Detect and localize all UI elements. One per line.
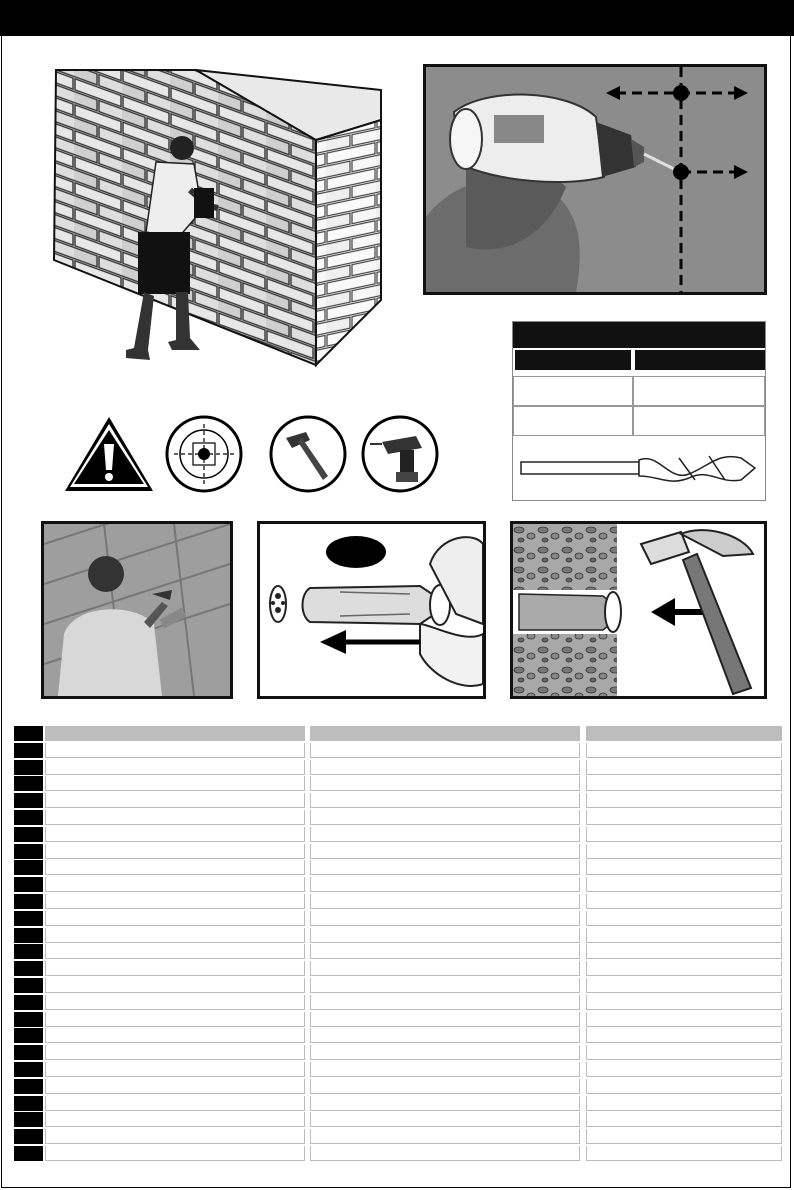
drill-icon [360, 414, 440, 494]
spec-header-1 [515, 350, 631, 370]
table-row [14, 1028, 782, 1043]
table-cell [586, 810, 782, 825]
table-cell [310, 978, 580, 993]
table-cell [586, 760, 782, 775]
table-cell [45, 961, 305, 976]
table-row [14, 810, 782, 825]
table-row [14, 961, 782, 976]
table-cell [586, 978, 782, 993]
spec-header-2 [635, 350, 765, 370]
table-cell [45, 911, 305, 926]
table-cell [45, 793, 305, 808]
wall-drilling-illustration [26, 60, 386, 378]
spec-cell [513, 406, 633, 436]
spec-cell [633, 376, 765, 406]
table-cell [45, 877, 305, 892]
table-cell [310, 911, 580, 926]
table-cell [586, 877, 782, 892]
table-row [14, 1062, 782, 1077]
table-cell [45, 1129, 305, 1144]
table-cell [586, 1129, 782, 1144]
table-cell [45, 978, 305, 993]
spec-table-title [513, 322, 765, 348]
anchor-insertion-panel [257, 521, 486, 699]
row-number-cell [14, 995, 43, 1010]
table-cell [45, 1028, 305, 1043]
table-cell [45, 928, 305, 943]
table-row [14, 827, 782, 842]
table-row [14, 1012, 782, 1027]
row-number-cell [14, 860, 43, 875]
row-number-cell [14, 911, 43, 926]
row-number-cell [14, 944, 43, 959]
row-number-cell [14, 1096, 43, 1111]
warning-icon [62, 414, 156, 494]
table-cell [310, 743, 580, 758]
table-cell [310, 928, 580, 943]
table-row [14, 1112, 782, 1127]
drill-bit-icon [519, 446, 759, 490]
column-header [586, 726, 782, 741]
row-number-cell [14, 743, 43, 758]
spec-cell [513, 376, 633, 406]
table-row [14, 793, 782, 808]
row-number-cell [14, 1045, 43, 1060]
table-cell [586, 776, 782, 791]
table-cell [45, 1146, 305, 1161]
row-number-cell [14, 1012, 43, 1027]
table-cell [45, 810, 305, 825]
table-row [14, 860, 782, 875]
table-cell [586, 995, 782, 1010]
table-row [14, 760, 782, 775]
table-row [14, 928, 782, 943]
table-cell [310, 877, 580, 892]
table-cell [586, 1112, 782, 1127]
row-number-cell [14, 827, 43, 842]
table-cell [310, 1079, 580, 1094]
table-cell [586, 1045, 782, 1060]
table-row [14, 743, 782, 758]
row-number-cell [14, 1079, 43, 1094]
table-row [14, 1129, 782, 1144]
table-cell [586, 1062, 782, 1077]
table-row [14, 1096, 782, 1111]
table-cell [310, 995, 580, 1010]
row-number-cell [14, 776, 43, 791]
table-cell [310, 1045, 580, 1060]
table-row [14, 877, 782, 892]
table-cell [45, 894, 305, 909]
table-cell [45, 1012, 305, 1027]
table-row [14, 1146, 782, 1161]
row-number-cell [14, 894, 43, 909]
table-row [14, 995, 782, 1010]
table-cell [45, 1096, 305, 1111]
table-row [14, 844, 782, 859]
table-cell [310, 760, 580, 775]
table-cell [310, 776, 580, 791]
table-cell [586, 961, 782, 976]
row-number-cell [14, 793, 43, 808]
table-cell [45, 1079, 305, 1094]
table-cell [45, 844, 305, 859]
table-row [14, 911, 782, 926]
row-number-cell [14, 1028, 43, 1043]
hammer-icon [268, 414, 348, 494]
row-number-cell [14, 978, 43, 993]
table-cell [310, 827, 580, 842]
table-cell [586, 1079, 782, 1094]
table-row [14, 894, 782, 909]
header-bar [0, 0, 794, 36]
row-number-cell [14, 961, 43, 976]
table-cell [310, 1062, 580, 1077]
table-row [14, 944, 782, 959]
row-number-cell [14, 877, 43, 892]
row-number-cell [14, 1062, 43, 1077]
table-cell [310, 1028, 580, 1043]
table-cell [310, 961, 580, 976]
table-header-row [14, 726, 782, 741]
table-cell [586, 928, 782, 943]
table-cell [586, 1146, 782, 1161]
hammer-anchor-panel [510, 521, 767, 699]
table-cell [586, 911, 782, 926]
table-cell [586, 1012, 782, 1027]
table-row [14, 1079, 782, 1094]
table-cell [45, 860, 305, 875]
table-cell [586, 827, 782, 842]
table-cell [45, 995, 305, 1010]
table-row [14, 776, 782, 791]
table-cell [45, 776, 305, 791]
table-cell [45, 1062, 305, 1077]
table-cell [310, 894, 580, 909]
row-number-cell [14, 760, 43, 775]
spec-cell [633, 406, 765, 436]
table-row [14, 1045, 782, 1060]
table-row [14, 978, 782, 993]
table-cell [310, 793, 580, 808]
column-header [310, 726, 580, 741]
table-cell [45, 743, 305, 758]
table-cell [586, 743, 782, 758]
table-cell [586, 894, 782, 909]
table-cell [310, 860, 580, 875]
drill-marking-panel [423, 64, 767, 295]
row-number-cell [14, 1129, 43, 1144]
table-cell [586, 1096, 782, 1111]
row-number-cell [14, 1112, 43, 1127]
table-cell [586, 944, 782, 959]
column-header [45, 726, 305, 741]
table-cell [45, 827, 305, 842]
hammering-photo-panel [41, 521, 233, 699]
row-number-cell [14, 844, 43, 859]
table-cell [586, 844, 782, 859]
table-cell [45, 1112, 305, 1127]
table-cell [310, 1129, 580, 1144]
row-number-cell [14, 928, 43, 943]
drill-bit-spec-table [512, 321, 766, 501]
row-number-cell [14, 726, 43, 741]
table-cell [310, 844, 580, 859]
table-cell [45, 944, 305, 959]
target-mark-icon [164, 414, 244, 494]
table-cell [310, 1096, 580, 1111]
table-cell [45, 1045, 305, 1060]
table-cell [310, 944, 580, 959]
table-cell [310, 810, 580, 825]
table-cell [45, 760, 305, 775]
table-cell [310, 1146, 580, 1161]
table-cell [586, 860, 782, 875]
table-cell [586, 793, 782, 808]
row-number-cell [14, 1146, 43, 1161]
table-cell [310, 1012, 580, 1027]
table-cell [310, 1112, 580, 1127]
table-cell [586, 1028, 782, 1043]
row-number-cell [14, 810, 43, 825]
